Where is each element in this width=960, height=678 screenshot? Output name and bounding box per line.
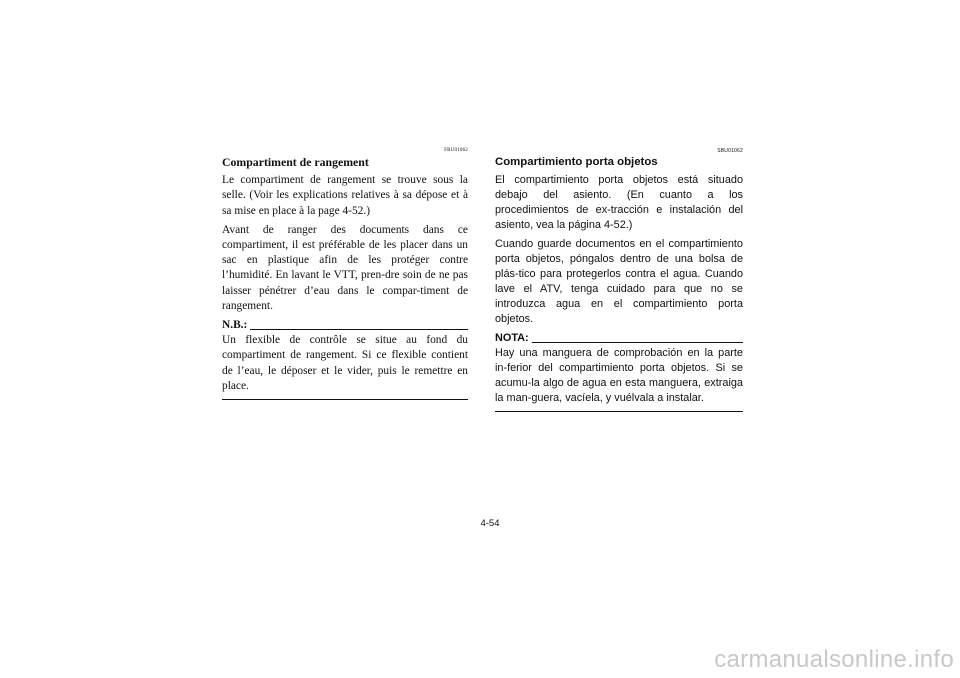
note-label: N.B.: xyxy=(222,319,248,332)
note-rule xyxy=(532,342,743,343)
watermark[interactable]: carmanualsonline.info xyxy=(714,646,954,673)
section-heading: Compartimiento porta objetos xyxy=(495,156,658,168)
note-header xyxy=(495,331,743,346)
french-column xyxy=(222,148,468,400)
section-code: SBU01062 xyxy=(717,148,743,154)
paragraph: El compartimiento porta objetos está situado debajo del asiento. (En cuanto a los procedimientos de ex-tracción e instalación del asiento, vea la página 4-52.) xyxy=(495,174,743,231)
note-text: Un flexible de contrôle se situe au fond du compartiment de rangement. Si ce flexible contient de l’eau, le déposer et le vider, puis le remettre en place. xyxy=(222,333,468,400)
note-header xyxy=(222,318,468,333)
section-heading: Compartiment de rangement xyxy=(222,155,369,169)
paragraph: Le compartiment de rangement se trouve sous la selle. (Voir les explications relatives à sa dépose et à sa mise en place à la page 4-52.) xyxy=(222,174,468,217)
spanish-column xyxy=(495,148,743,412)
note-label: NOTA: xyxy=(495,332,529,344)
section-code: FBU01062 xyxy=(444,148,468,153)
paragraph: Avant de ranger des documents dans ce compartiment, il est préférable de les placer dans un sac en plastique afin de les protéger contre l’humidité. En lavant le VTT, pren-dre soin de ne pas laisser pénétrer d’eau dans le compar-timent de rangement. xyxy=(222,223,468,312)
note-text: Hay una manguera de comprobación en la parte in-ferior del compartimiento porta objetos. Si se acumu-la algo de agua en esta manguera, extraiga la man-guera, vacíela, y vuélvala a instalar. xyxy=(495,346,743,412)
paragraph: Cuando guarde documentos en el compartimiento porta objetos, póngalos dentro de una bolsa de plás-tico para protegerlos contra el agua. Cuando lave el ATV, tenga cuidado para que no se introduzca agua en el compartimiento porta objetos. xyxy=(495,238,743,325)
note-rule xyxy=(250,329,468,330)
page-number: 4-54 xyxy=(480,518,500,529)
